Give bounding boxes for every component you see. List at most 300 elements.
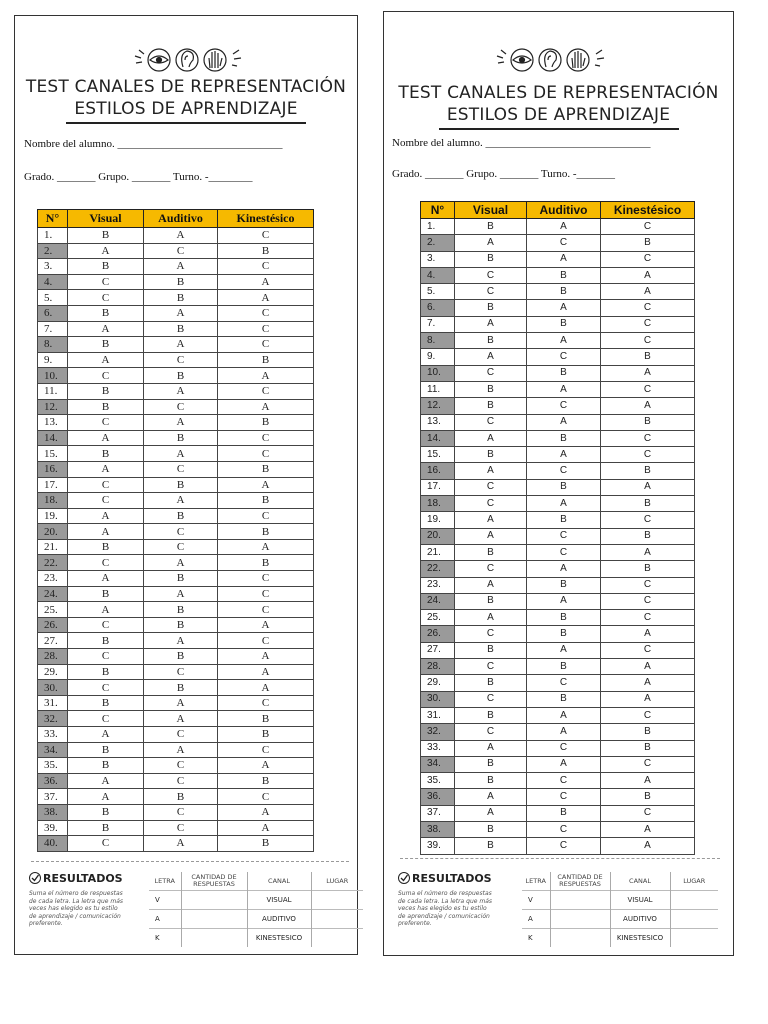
kinestesico-option: C: [218, 228, 314, 244]
table-row: [38, 789, 314, 805]
grade-group-shift-field[interactable]: Grado. _______ Grupo. _______ Turno. -________: [24, 171, 253, 183]
table-row: [38, 649, 314, 665]
table-row: [38, 493, 314, 509]
question-number: 33.: [38, 727, 68, 743]
results-count-input[interactable]: [181, 910, 247, 929]
table-row: [38, 430, 314, 446]
results-col-cantidad: CANTIDAD DE RESPUESTAS: [550, 872, 610, 891]
visual-option: B: [68, 259, 144, 275]
table-row: [38, 446, 314, 462]
question-number: 34.: [421, 756, 455, 772]
question-number: 38.: [421, 821, 455, 837]
table-row: [38, 274, 314, 290]
auditivo-option: A: [527, 756, 601, 772]
kinestesico-option: B: [601, 561, 695, 577]
header-kinestesico: Kinestésico: [601, 202, 695, 219]
ear-icon: [539, 49, 561, 71]
table-row: [38, 243, 314, 259]
question-number: 7.: [421, 316, 455, 332]
kinestesico-option: C: [601, 300, 695, 316]
auditivo-option: B: [527, 610, 601, 626]
table-row: [38, 664, 314, 680]
table-row: [38, 804, 314, 820]
auditivo-option: A: [144, 259, 218, 275]
kinestesico-option: C: [218, 321, 314, 337]
question-number: 31.: [421, 707, 455, 723]
title-line-1: TEST CANALES DE REPRESENTACIÓN: [25, 77, 347, 97]
results-place-input[interactable]: [670, 929, 718, 948]
table-row: [421, 675, 695, 691]
visual-option: C: [68, 836, 144, 852]
question-number: 2.: [421, 235, 455, 251]
kinestesico-option: A: [218, 758, 314, 774]
question-number: 18.: [421, 496, 455, 512]
auditivo-option: B: [144, 477, 218, 493]
results-col-letra: LETRA: [154, 876, 175, 885]
title-underline: [66, 122, 306, 124]
question-number: 34.: [38, 742, 68, 758]
visual-option: B: [455, 333, 527, 349]
table-row: [38, 602, 314, 618]
question-number: 7.: [38, 321, 68, 337]
results-place-input[interactable]: [311, 891, 363, 910]
eye-icon: [511, 49, 533, 71]
question-number: 10.: [38, 368, 68, 384]
visual-option: B: [68, 399, 144, 415]
auditivo-option: B: [144, 430, 218, 446]
test-title: [384, 82, 733, 130]
channel-icons: [15, 36, 357, 80]
hand-icon: [567, 49, 589, 71]
visual-option: C: [455, 496, 527, 512]
table-row: [421, 349, 695, 365]
auditivo-option: A: [527, 561, 601, 577]
auditivo-option: A: [527, 496, 601, 512]
table-row: [38, 633, 314, 649]
visual-option: B: [68, 820, 144, 836]
visual-option: B: [455, 821, 527, 837]
title-line-2: ESTILOS DE APRENDIZAJE: [74, 99, 298, 119]
table-row: [421, 430, 695, 446]
table-row: [38, 555, 314, 571]
results-letter: V: [149, 891, 181, 910]
question-number: 22.: [38, 555, 68, 571]
title-underline: [439, 128, 679, 130]
auditivo-option: A: [527, 414, 601, 430]
kinestesico-option: B: [218, 243, 314, 259]
question-number: 4.: [421, 267, 455, 283]
question-number: 8.: [421, 333, 455, 349]
auditivo-option: C: [144, 461, 218, 477]
table-row: [421, 838, 695, 854]
answer-table-header: [38, 210, 314, 228]
auditivo-option: C: [527, 544, 601, 560]
question-number: 17.: [421, 479, 455, 495]
auditivo-option: B: [527, 805, 601, 821]
results-description: Suma el número de respuestas de cada letra. La letra que más veces has elegido es tu estilo de aprendizaje / comunicación preferente.: [29, 890, 123, 927]
kinestesico-option: C: [218, 430, 314, 446]
grade-group-shift-field[interactable]: Grado. _______ Grupo. _______ Turno. -_______: [392, 168, 616, 180]
table-row: [38, 742, 314, 758]
kinestesico-option: B: [218, 555, 314, 571]
table-row: [421, 691, 695, 707]
kinestesico-option: C: [218, 259, 314, 275]
visual-option: A: [68, 461, 144, 477]
auditivo-option: B: [527, 479, 601, 495]
table-row: [421, 235, 695, 251]
kinestesico-option: A: [218, 804, 314, 820]
question-number: 39.: [38, 820, 68, 836]
answer-table-wrap: [37, 209, 314, 852]
table-row: [421, 544, 695, 560]
header-visual: Visual: [68, 210, 144, 228]
results-table: [522, 872, 718, 947]
auditivo-option: A: [144, 383, 218, 399]
kinestesico-option: A: [218, 290, 314, 306]
auditivo-option: B: [527, 577, 601, 593]
visual-option: A: [455, 463, 527, 479]
question-number: 9.: [38, 352, 68, 368]
answer-table-body: [421, 219, 695, 855]
visual-option: B: [455, 642, 527, 658]
table-row: [38, 352, 314, 368]
results-channel: KINESTESICO: [247, 929, 311, 948]
kinestesico-option: C: [601, 610, 695, 626]
table-row: [421, 805, 695, 821]
question-number: 27.: [421, 642, 455, 658]
results-count-input[interactable]: [550, 929, 610, 948]
visual-option: B: [455, 544, 527, 560]
table-row: [421, 463, 695, 479]
results-channel: AUDITIVO: [247, 910, 311, 929]
auditivo-option: B: [527, 512, 601, 528]
icon-strip: [15, 36, 359, 76]
question-number: 33.: [421, 740, 455, 756]
header-visual: Visual: [455, 202, 527, 219]
table-row: [421, 659, 695, 675]
visual-option: C: [455, 414, 527, 430]
kinestesico-option: B: [601, 740, 695, 756]
table-row: [421, 496, 695, 512]
results-place-input[interactable]: [670, 910, 718, 929]
results-table: [149, 872, 363, 947]
table-row: [38, 617, 314, 633]
kinestesico-option: B: [218, 415, 314, 431]
auditivo-option: C: [527, 675, 601, 691]
visual-option: A: [455, 512, 527, 528]
table-row: [421, 610, 695, 626]
question-number: 36.: [421, 789, 455, 805]
visual-option: A: [455, 577, 527, 593]
question-number: 14.: [38, 430, 68, 446]
auditivo-option: C: [144, 399, 218, 415]
table-row: [421, 561, 695, 577]
check-circle-icon: [29, 872, 41, 884]
visual-option: A: [455, 740, 527, 756]
visual-option: C: [68, 680, 144, 696]
auditivo-option: A: [527, 707, 601, 723]
kinestesico-option: C: [601, 577, 695, 593]
visual-option: A: [455, 528, 527, 544]
results-section: [29, 872, 349, 952]
question-number: 26.: [421, 626, 455, 642]
results-row-kinestesico: [149, 929, 363, 948]
kinestesico-option: A: [601, 838, 695, 854]
kinestesico-option: A: [218, 274, 314, 290]
visual-option: A: [455, 316, 527, 332]
student-name-field[interactable]: Nombre del alumno. ______________________________: [392, 137, 651, 149]
answer-table: [37, 209, 314, 852]
results-place-input[interactable]: [670, 891, 718, 910]
results-place-input[interactable]: [311, 910, 363, 929]
results-row-visual: [522, 891, 718, 910]
question-number: 18.: [38, 493, 68, 509]
table-row: [421, 577, 695, 593]
visual-option: B: [68, 804, 144, 820]
results-count-input[interactable]: [550, 891, 610, 910]
question-number: 5.: [38, 290, 68, 306]
kinestesico-option: C: [601, 430, 695, 446]
table-row: [421, 512, 695, 528]
visual-option: B: [68, 695, 144, 711]
auditivo-option: C: [527, 740, 601, 756]
auditivo-option: C: [527, 773, 601, 789]
header-number: N°: [38, 210, 68, 228]
auditivo-option: C: [144, 820, 218, 836]
results-channel: VISUAL: [610, 891, 670, 910]
table-row: [38, 461, 314, 477]
table-row: [421, 219, 695, 235]
auditivo-option: B: [527, 316, 601, 332]
visual-option: C: [455, 724, 527, 740]
kinestesico-option: B: [601, 349, 695, 365]
auditivo-option: B: [144, 321, 218, 337]
table-row: [38, 508, 314, 524]
student-name-field[interactable]: Nombre del alumno. ______________________________: [24, 138, 283, 150]
test-card-right: [383, 11, 734, 956]
question-number: 15.: [38, 446, 68, 462]
question-number: 36.: [38, 773, 68, 789]
auditivo-option: B: [144, 649, 218, 665]
auditivo-option: C: [144, 758, 218, 774]
kinestesico-option: C: [601, 251, 695, 267]
question-number: 1.: [421, 219, 455, 235]
visual-option: C: [68, 274, 144, 290]
kinestesico-option: B: [601, 414, 695, 430]
question-number: 37.: [421, 805, 455, 821]
auditivo-option: A: [527, 642, 601, 658]
table-row: [38, 773, 314, 789]
kinestesico-option: B: [601, 496, 695, 512]
kinestesico-option: A: [218, 477, 314, 493]
table-row: [38, 228, 314, 244]
kinestesico-option: B: [601, 724, 695, 740]
visual-option: B: [68, 758, 144, 774]
results-section: [398, 872, 720, 952]
kinestesico-option: A: [218, 649, 314, 665]
results-letter: V: [522, 891, 550, 910]
visual-option: A: [68, 602, 144, 618]
results-place-input[interactable]: [311, 929, 363, 948]
question-number: 19.: [421, 512, 455, 528]
auditivo-option: C: [527, 463, 601, 479]
visual-option: B: [455, 707, 527, 723]
header-auditivo: Auditivo: [527, 202, 601, 219]
table-row: [421, 267, 695, 283]
answer-table-header: [421, 202, 695, 219]
table-row: [421, 773, 695, 789]
visual-option: A: [68, 773, 144, 789]
question-number: 35.: [38, 758, 68, 774]
dashed-divider: [31, 861, 349, 862]
auditivo-option: B: [527, 284, 601, 300]
answer-table-wrap: [420, 201, 695, 855]
auditivo-option: A: [144, 337, 218, 353]
question-number: 23.: [38, 571, 68, 587]
results-count-input[interactable]: [181, 891, 247, 910]
visual-option: B: [68, 633, 144, 649]
table-row: [421, 414, 695, 430]
visual-option: B: [68, 383, 144, 399]
title-line-1: TEST CANALES DE REPRESENTACIÓN: [398, 83, 719, 103]
auditivo-option: A: [527, 333, 601, 349]
auditivo-option: C: [527, 528, 601, 544]
question-number: 23.: [421, 577, 455, 593]
question-number: 37.: [38, 789, 68, 805]
auditivo-option: B: [527, 267, 601, 283]
kinestesico-option: B: [218, 836, 314, 852]
auditivo-option: A: [144, 836, 218, 852]
table-row: [38, 337, 314, 353]
visual-option: B: [455, 398, 527, 414]
auditivo-option: C: [144, 524, 218, 540]
visual-option: A: [68, 321, 144, 337]
table-row: [421, 447, 695, 463]
table-row: [38, 727, 314, 743]
auditivo-option: C: [144, 664, 218, 680]
auditivo-option: B: [144, 368, 218, 384]
question-number: 2.: [38, 243, 68, 259]
results-channel: KINESTESICO: [610, 929, 670, 948]
results-heading-text: RESULTADOS: [43, 872, 123, 885]
results-count-input[interactable]: [550, 910, 610, 929]
visual-option: C: [455, 479, 527, 495]
table-row: [38, 695, 314, 711]
kinestesico-option: A: [601, 821, 695, 837]
question-number: 24.: [421, 593, 455, 609]
question-number: 38.: [38, 804, 68, 820]
table-row: [38, 524, 314, 540]
kinestesico-option: A: [601, 691, 695, 707]
question-number: 6.: [421, 300, 455, 316]
visual-option: B: [455, 675, 527, 691]
auditivo-option: A: [144, 228, 218, 244]
visual-option: B: [455, 773, 527, 789]
kinestesico-option: C: [601, 805, 695, 821]
auditivo-option: A: [144, 305, 218, 321]
visual-option: C: [68, 711, 144, 727]
kinestesico-option: C: [601, 381, 695, 397]
results-heading: [398, 872, 492, 885]
auditivo-option: C: [144, 539, 218, 555]
question-number: 32.: [421, 724, 455, 740]
results-count-input[interactable]: [181, 929, 247, 948]
kinestesico-option: B: [218, 493, 314, 509]
visual-option: C: [68, 415, 144, 431]
table-row: [421, 381, 695, 397]
visual-option: C: [68, 290, 144, 306]
auditivo-option: C: [527, 789, 601, 805]
question-number: 12.: [38, 399, 68, 415]
visual-option: C: [68, 368, 144, 384]
visual-option: A: [68, 243, 144, 259]
auditivo-option: A: [144, 742, 218, 758]
visual-option: C: [68, 493, 144, 509]
visual-option: B: [455, 381, 527, 397]
table-row: [421, 398, 695, 414]
kinestesico-option: C: [218, 571, 314, 587]
kinestesico-option: C: [218, 508, 314, 524]
results-col-lugar: LUGAR: [670, 872, 718, 891]
visual-option: B: [68, 539, 144, 555]
question-number: 8.: [38, 337, 68, 353]
kinestesico-option: A: [218, 617, 314, 633]
kinestesico-option: A: [218, 820, 314, 836]
visual-option: B: [455, 756, 527, 772]
question-number: 11.: [38, 383, 68, 399]
results-letter: A: [522, 910, 550, 929]
table-row: [38, 758, 314, 774]
header-kinestesico: Kinestésico: [218, 210, 314, 228]
auditivo-option: A: [144, 695, 218, 711]
auditivo-option: B: [144, 571, 218, 587]
table-row: [38, 586, 314, 602]
table-row: [421, 528, 695, 544]
test-card-left: [14, 15, 358, 955]
test-title: [15, 76, 357, 124]
table-row: [421, 284, 695, 300]
visual-option: B: [68, 586, 144, 602]
visual-option: B: [68, 742, 144, 758]
question-number: 28.: [38, 649, 68, 665]
question-number: 16.: [421, 463, 455, 479]
table-row: [421, 821, 695, 837]
results-row-kinestesico: [522, 929, 718, 948]
visual-option: B: [455, 447, 527, 463]
auditivo-option: B: [527, 365, 601, 381]
visual-option: C: [455, 267, 527, 283]
kinestesico-option: A: [218, 368, 314, 384]
visual-option: A: [68, 571, 144, 587]
question-number: 11.: [421, 381, 455, 397]
auditivo-option: C: [527, 398, 601, 414]
question-number: 25.: [38, 602, 68, 618]
table-row: [421, 724, 695, 740]
auditivo-option: A: [144, 711, 218, 727]
question-number: 30.: [421, 691, 455, 707]
kinestesico-option: A: [218, 680, 314, 696]
question-number: 3.: [38, 259, 68, 275]
kinestesico-option: C: [218, 383, 314, 399]
kinestesico-option: A: [601, 626, 695, 642]
question-number: 12.: [421, 398, 455, 414]
table-row: [421, 626, 695, 642]
question-number: 9.: [421, 349, 455, 365]
kinestesico-option: C: [601, 593, 695, 609]
kinestesico-option: A: [601, 398, 695, 414]
visual-option: A: [68, 508, 144, 524]
visual-option: C: [455, 626, 527, 642]
